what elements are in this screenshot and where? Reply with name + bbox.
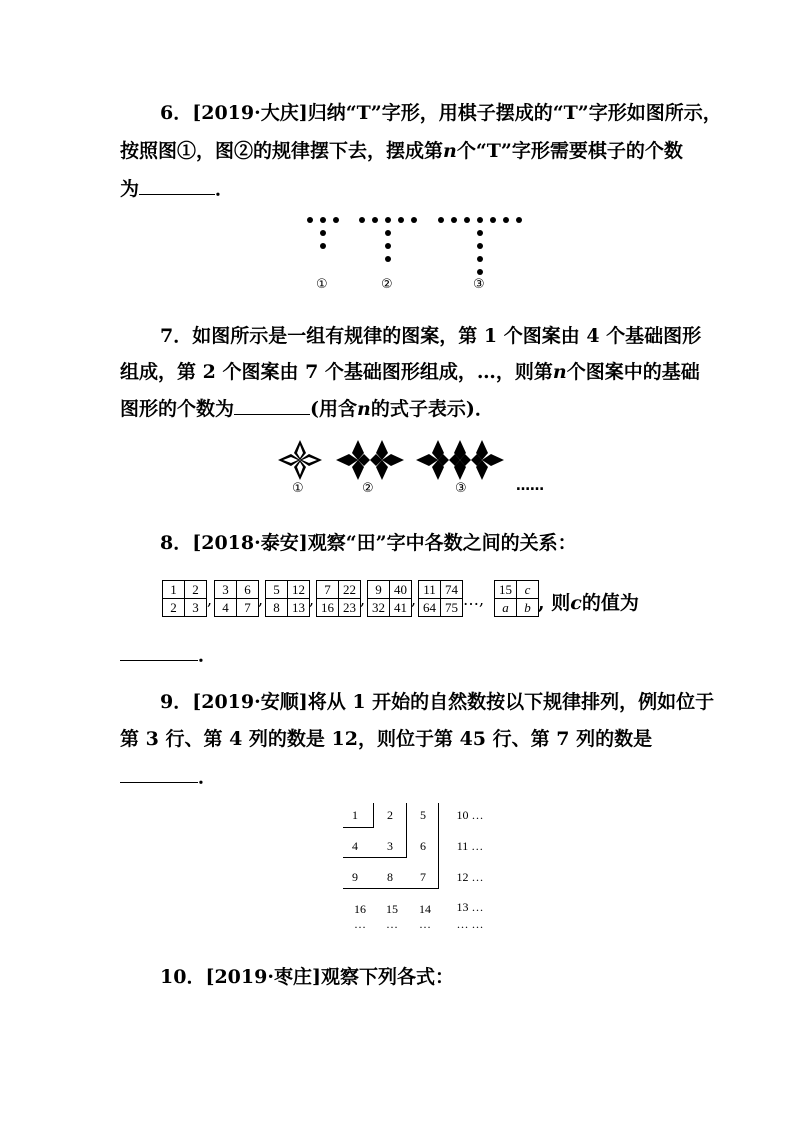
grid-number: … … — [456, 917, 484, 931]
grid-cell: 32 — [368, 599, 390, 617]
q8-tail-a: , 则 — [538, 592, 571, 614]
q6-label-3: ③ — [473, 277, 485, 292]
t3-dot — [477, 269, 483, 275]
q7-line2-b: 个图案中的基础 — [566, 361, 700, 383]
q6-n: n — [443, 140, 457, 162]
q8-comma: , — [258, 590, 264, 609]
q6-line1-text: 归纳“T”字形，用棋子摆成的“T”字形如图所示， — [307, 102, 722, 124]
q8-grid-6 — [418, 580, 463, 617]
q6-line2-b: 个“T”字形需要棋子的个数 — [456, 140, 683, 162]
grid-number: 15 — [386, 902, 398, 916]
t2-dot — [385, 256, 391, 262]
q10-line1: 10．[2019·枣庄]观察下列各式： — [160, 966, 454, 988]
t3-dot — [516, 217, 522, 223]
q7-line3-c: 的式子表示)． — [370, 398, 494, 420]
grid-cell: 8 — [266, 599, 288, 617]
t3-dot — [490, 217, 496, 223]
q9-number: 9 — [160, 691, 174, 713]
t2-dot — [385, 217, 391, 223]
t2-dot — [385, 243, 391, 249]
grid-cell: 6 — [237, 581, 259, 599]
t3-dot — [477, 217, 483, 223]
q6-answer-blank[interactable] — [139, 175, 215, 195]
q6-number: 6 — [160, 102, 174, 124]
grid-number: 16 — [354, 902, 366, 916]
grid-cell: 11 — [419, 581, 441, 599]
t3-dot — [477, 243, 483, 249]
q8-end: ． — [198, 644, 218, 666]
t1-dot — [307, 217, 313, 223]
q6-line3-a: 为 — [120, 178, 140, 200]
q10-text: 观察下列各式： — [320, 966, 454, 988]
q8-grid-last — [494, 580, 539, 617]
grid-cell: 7 — [237, 599, 259, 617]
q6-source: [2019·大庆] — [192, 102, 308, 124]
t1-dot — [320, 217, 326, 223]
t1-dot — [320, 243, 326, 249]
q8-comma: , — [207, 590, 213, 609]
grid-cell-b: b — [517, 599, 539, 617]
q7-figure-2 — [336, 440, 404, 480]
grid-divider — [373, 803, 374, 827]
q7-n2: n — [357, 398, 371, 420]
q7-line2-a: 组成，第 2 个图案由 7 个基础图形组成，…，则第 — [120, 361, 553, 383]
q7-line3-b: (用含 — [310, 398, 358, 420]
grid-number: 7 — [420, 870, 426, 884]
q9-end: ． — [198, 766, 218, 788]
q8-source: [2018·泰安] — [192, 532, 308, 554]
grid-cell: 3 — [185, 599, 207, 617]
q8-ellipsis: …, — [463, 590, 485, 609]
grid-cell: 64 — [419, 599, 441, 617]
grid-cell: 12 — [288, 581, 310, 599]
q7-line3 — [120, 394, 494, 421]
q6-line2 — [120, 136, 683, 163]
grid-cell: 2 — [163, 599, 185, 617]
t2-dot — [359, 217, 365, 223]
grid-cell: 3 — [215, 581, 237, 599]
grid-cell: 9 — [368, 581, 390, 599]
t2-dot — [411, 217, 417, 223]
grid-number: 8 — [387, 870, 393, 884]
t3-dot — [503, 217, 509, 223]
t2-dot — [398, 217, 404, 223]
q7-figure-1 — [278, 440, 322, 480]
q9-line2-text: 第 3 行、第 4 列的数是 12，则位于第 45 行、第 7 列的数是 — [120, 728, 653, 750]
q10-number: 10 — [160, 966, 187, 988]
grid-cell: 7 — [317, 581, 339, 599]
q8-comma: , — [309, 590, 315, 609]
q7-figure-3 — [416, 440, 504, 480]
q8-comma: , — [360, 590, 366, 609]
grid-cell: 74 — [441, 581, 463, 599]
q7-line2 — [120, 357, 700, 384]
grid-cell: 41 — [390, 599, 412, 617]
t3-dot — [477, 256, 483, 262]
t3-dot — [464, 217, 470, 223]
q8-tail — [538, 588, 639, 615]
q8-grid-1 — [162, 580, 207, 617]
grid-cell: 13 — [288, 599, 310, 617]
q7-ellipsis: …… — [516, 478, 544, 494]
q9-line2 — [120, 724, 652, 751]
grid-cell: 2 — [185, 581, 207, 599]
q8-comma: , — [411, 590, 417, 609]
q8-grid-5 — [367, 580, 412, 617]
grid-number: 4 — [352, 839, 358, 853]
grid-divider — [343, 888, 439, 889]
grid-number: 1 — [352, 808, 358, 822]
q9-answer-blank[interactable] — [120, 763, 198, 783]
grid-cell: 4 — [215, 599, 237, 617]
grid-number: 13 … — [456, 900, 484, 914]
grid-number: 2 — [387, 808, 393, 822]
grid-divider — [406, 803, 407, 857]
grid-number: 5 — [420, 808, 426, 822]
q7-label-1: ① — [292, 481, 304, 496]
grid-divider — [343, 857, 407, 858]
t3-dot — [451, 217, 457, 223]
q7-line1-text: 如图所示是一组有规律的图案，第 1 个图案由 4 个基础图形 — [192, 325, 702, 347]
q8-grid-2 — [214, 580, 259, 617]
q9-line1: 9．[2019·安顺]将从 1 开始的自然数按以下规律排列，例如位于 — [160, 691, 715, 713]
q8-line1: 8．[2018·泰安]观察“田”字中各数之间的关系： — [160, 532, 577, 554]
t2-dot — [385, 230, 391, 236]
q6-line3-end: ． — [215, 178, 235, 200]
q8-tail-b: 的值为 — [581, 592, 639, 614]
q8-grid-4 — [316, 580, 361, 617]
q10-source: [2019·枣庄] — [205, 966, 321, 988]
q7-diamond-figures — [270, 435, 510, 485]
q7-line3-a: 图形的个数为 — [120, 398, 235, 420]
q8-c: c — [570, 592, 582, 614]
grid-divider — [438, 803, 439, 888]
t2-dot — [372, 217, 378, 223]
q7-label-2: ② — [362, 481, 374, 496]
grid-cell-c: c — [517, 581, 539, 599]
q8-grid-3 — [265, 580, 310, 617]
grid-number: … — [419, 917, 431, 931]
grid-number: … — [386, 917, 398, 931]
q9-source: [2019·安顺] — [192, 691, 308, 713]
grid-number: 10 … — [456, 808, 484, 822]
grid-cell: 15 — [495, 581, 517, 599]
grid-cell: 22 — [339, 581, 361, 599]
q6-label-1: ① — [316, 277, 328, 292]
grid-number: 11 … — [456, 839, 484, 853]
grid-number: 14 — [419, 902, 431, 916]
grid-number: 6 — [420, 839, 426, 853]
grid-cell-a: a — [495, 599, 517, 617]
q6-line1: 6．[2019·大庆]归纳“T”字形，用棋子摆成的“T”字形如图所示， — [160, 102, 722, 124]
q7-answer-blank[interactable] — [234, 395, 310, 415]
grid-cell: 40 — [390, 581, 412, 599]
t3-dot — [438, 217, 444, 223]
t1-dot — [333, 217, 339, 223]
grid-cell: 5 — [266, 581, 288, 599]
q7-number: 7 — [160, 325, 174, 347]
grid-cell: 16 — [317, 599, 339, 617]
grid-number: … — [354, 917, 366, 931]
t1-dot — [320, 230, 326, 236]
q8-text: 观察“田”字中各数之间的关系： — [307, 532, 577, 554]
grid-divider — [343, 827, 374, 828]
grid-number: 12 … — [456, 870, 484, 884]
q7-n: n — [552, 361, 567, 383]
q6-label-2: ② — [381, 277, 393, 292]
q6-line3 — [120, 174, 234, 201]
q6-line2-a: 按照图①，图②的规律摆下去，摆成第 — [120, 140, 444, 162]
grid-number: 9 — [352, 870, 358, 884]
q9-answer-line — [120, 762, 217, 789]
grid-number: 3 — [387, 839, 393, 853]
q7-label-3: ③ — [455, 481, 467, 496]
q8-answer-line — [120, 640, 217, 667]
q7-line1: 7．如图所示是一组有规律的图案，第 1 个图案由 4 个基础图形 — [160, 325, 702, 347]
q8-answer-blank[interactable] — [120, 641, 198, 661]
t3-dot — [477, 230, 483, 236]
grid-cell: 23 — [339, 599, 361, 617]
grid-cell: 1 — [163, 581, 185, 599]
q9-line1-text: 将从 1 开始的自然数按以下规律排列，例如位于 — [307, 691, 715, 713]
grid-cell: 75 — [441, 599, 463, 617]
q8-number: 8 — [160, 532, 174, 554]
